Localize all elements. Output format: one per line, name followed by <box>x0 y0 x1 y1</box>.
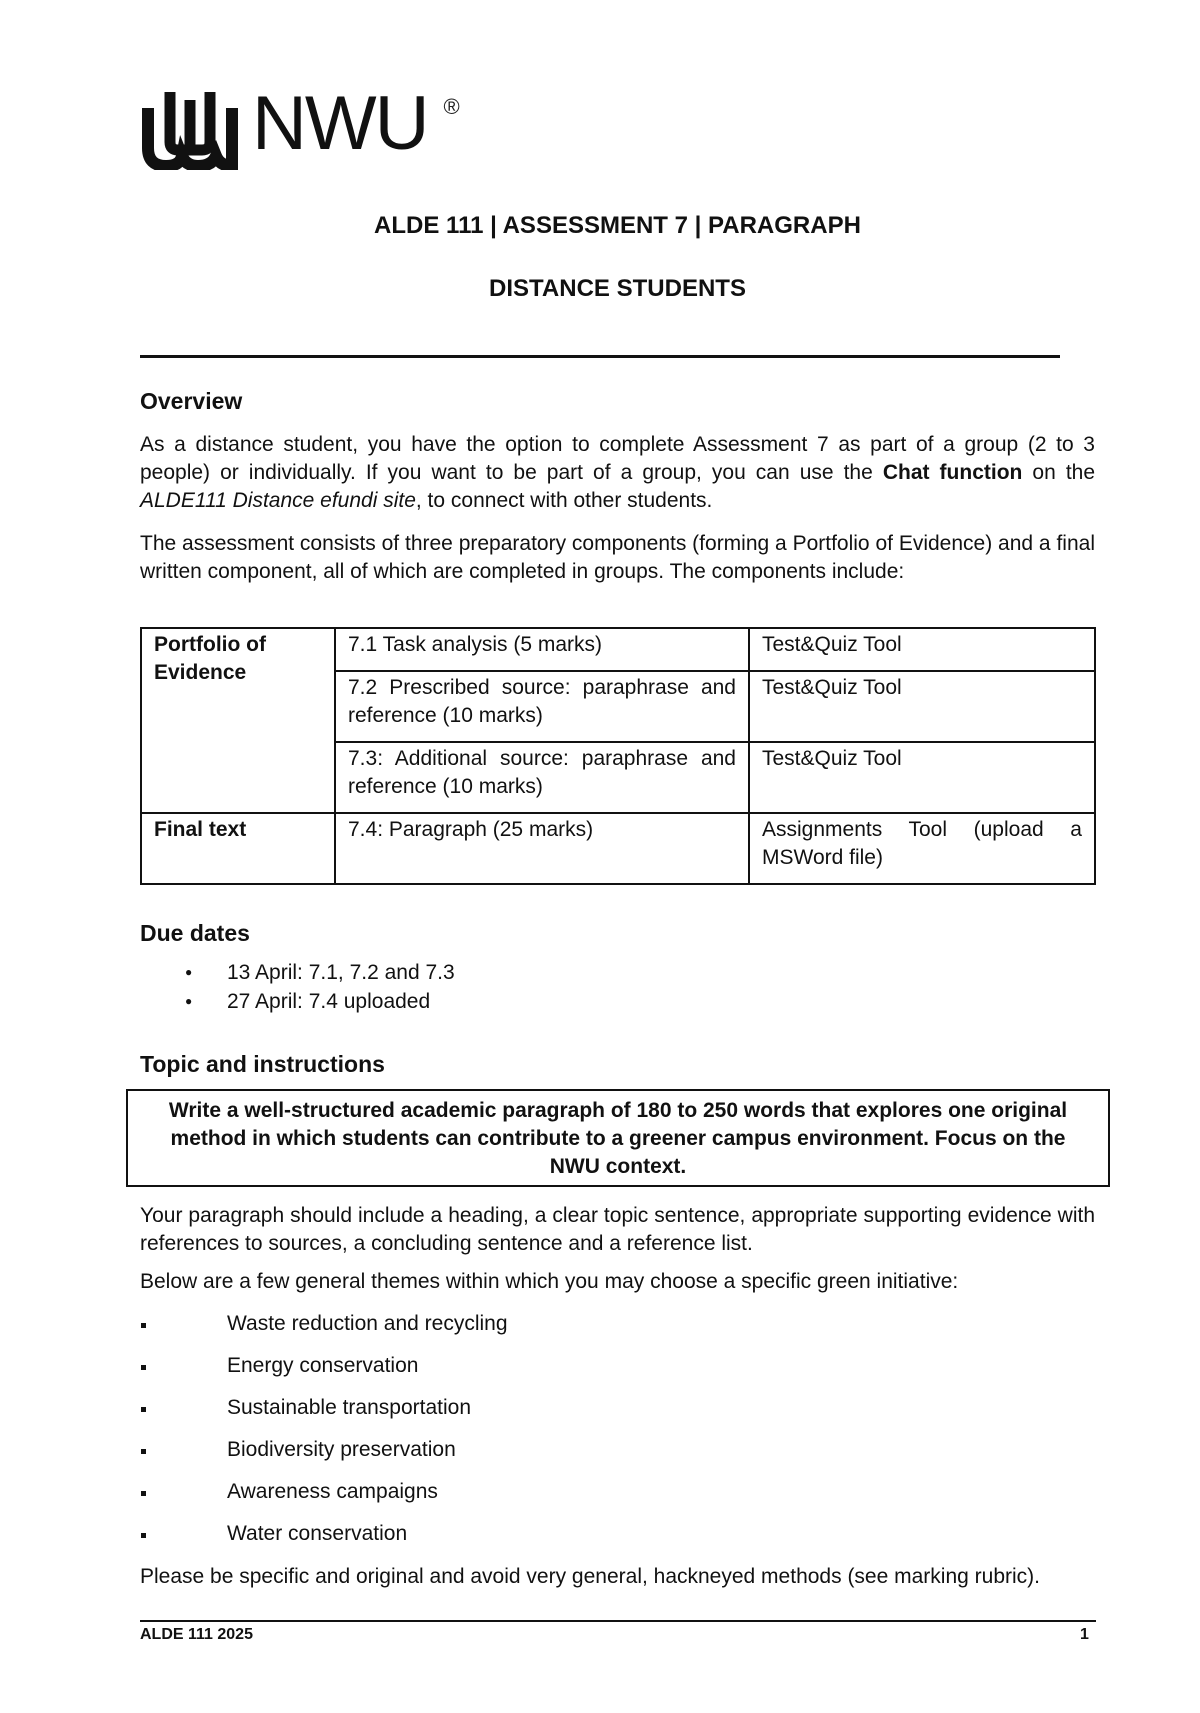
topic-paragraph-3: Please be specific and original and avoid very general, hackneyed methods (see marking rubric). <box>140 1565 1040 1588</box>
list-item: Sustainable transportation <box>140 1394 508 1436</box>
topic-heading: Topic and instructions <box>140 1051 385 1077</box>
nwu-emblem-icon <box>140 86 240 170</box>
logo-wordmark: NWU <box>252 81 428 166</box>
components-table <box>140 627 1096 885</box>
overview-paragraph-2: The assessment consists of three preparatory components (forming a Portfolio of Evidence) and a final written component, all of which are completed in groups. The components include: <box>140 532 1095 583</box>
portfolio-label: Portfolio of Evidence <box>141 628 335 813</box>
overview-heading: Overview <box>140 388 243 414</box>
list-item: Water conservation <box>140 1520 508 1562</box>
task-cell: 7.1 Task analysis (5 marks) <box>335 628 749 671</box>
tool-cell: Test&Quiz Tool <box>749 628 1095 671</box>
nwu-logo <box>140 81 460 170</box>
overview-text-c: , to connect with other students. <box>415 489 713 512</box>
tool-cell: Test&Quiz Tool <box>749 671 1095 742</box>
list-item: ● 13 April: 7.1, 7.2 and 7.3 <box>140 958 455 987</box>
tool-cell: Assignments Tool (upload a MSWord file) <box>749 813 1095 884</box>
overview-text-a: As a distance student, you have the option to complete Assessment 7 as part of a group (2 to 3 people) or individually. If you want to be part of a group, you can use the <box>140 433 1095 484</box>
topic-paragraph-2: Below are a few general themes within which you may choose a specific green initiative: <box>140 1270 959 1293</box>
table-row <box>141 813 1095 884</box>
title-divider <box>140 355 1060 358</box>
document-title: ALDE 111 | ASSESSMENT 7 | PARAGRAPH <box>374 212 861 239</box>
due-dates-heading: Due dates <box>140 920 250 946</box>
page-number: 1 <box>1080 1626 1089 1643</box>
final-text-label: Final text <box>141 813 335 884</box>
footer-divider <box>140 1620 1096 1622</box>
due-dates-list <box>140 958 455 1016</box>
task-cell: 7.2 Prescribed source: paraphrase and reference (10 marks) <box>335 671 749 742</box>
list-item: Awareness campaigns <box>140 1478 508 1520</box>
list-item: Biodiversity preservation <box>140 1436 508 1478</box>
list-item: Waste reduction and recycling <box>140 1310 508 1352</box>
themes-list <box>140 1310 508 1562</box>
tool-cell: Test&Quiz Tool <box>749 742 1095 813</box>
list-item: Energy conservation <box>140 1352 508 1394</box>
task-cell: 7.4: Paragraph (25 marks) <box>335 813 749 884</box>
topic-paragraph-1: Your paragraph should include a heading, a clear topic sentence, appropriate supporting evidence with references to sources, a concluding sentence and a reference list. <box>140 1204 1095 1255</box>
document-subtitle: DISTANCE STUDENTS <box>489 275 746 302</box>
registered-mark: ® <box>443 94 460 119</box>
footer-course: ALDE 111 2025 <box>140 1626 253 1643</box>
chat-function-text: Chat function <box>882 461 1023 484</box>
task-cell: 7.3: Additional source: paraphrase and reference (10 marks) <box>335 742 749 813</box>
table-row <box>141 628 1095 671</box>
overview-paragraph-1 <box>140 431 1095 515</box>
overview-text-b: on the <box>1022 461 1096 484</box>
list-item: ● 27 April: 7.4 uploaded <box>140 987 455 1016</box>
topic-box: Write a well-structured academic paragraph of 180 to 250 words that explores one original method in which students can contribute to a greener campus environment. Focus on the NWU context. <box>126 1089 1110 1187</box>
efundi-site-text: ALDE111 Distance efundi site <box>140 489 416 512</box>
